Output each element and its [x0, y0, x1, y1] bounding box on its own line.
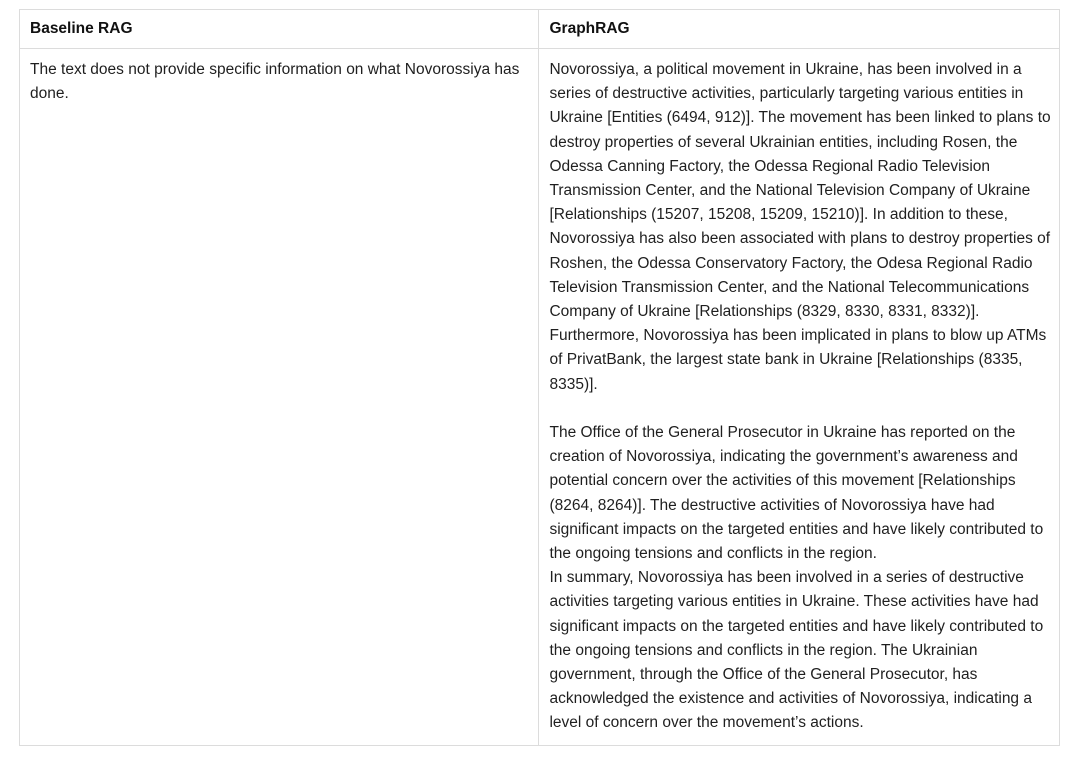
graphrag-paragraph-2: The Office of the General Prosecutor in Ukraine has reported on the creation of Novorossiya, indicating the government’s awareness and potential concern over the activities of this movement [Relationships (8264, 8264)]. The destructive activities of Novorossiya have had significant impacts on the targeted entities and have likely contributed to the ongoing tensions and conflicts in the region.	[549, 424, 1048, 563]
header-row	[20, 10, 1060, 49]
graphrag-answer-cell	[539, 49, 1060, 746]
baseline-answer-text: The text does not provide specific information on what Novorossiya has done.	[30, 61, 524, 103]
header-graphrag: GraphRAG	[539, 10, 1060, 49]
header-baseline-rag: Baseline RAG	[20, 10, 539, 49]
table-row	[20, 49, 1060, 746]
graphrag-paragraph-1: Novorossiya, a political movement in Ukraine, has been involved in a series of destructive activities, particularly targeting various entities in Ukraine [Entities (6494, 912)]. The movement has been linked to plans to destroy properties of several Ukrainian entities, including Rosen, the Odessa Canning Factory, the Odessa Regional Radio Television Transmission Center, and the National Television Company of Ukraine [Relationships (15207, 15208, 15209, 15210)]. In addition to these, Novorossiya has also been associated with plans to destroy properties of Roshen, the Odessa Conservatory Factory, the Odesa Regional Radio Television Transmission Center, and the National Telecommunications Company of Ukraine [Relationships (8329, 8330, 8331, 8332)]. Furthermore, Novorossiya has been implicated in plans to blow up ATMs of PrivatBank, the largest state bank in Ukraine [Relationships (8335, 8335)].	[549, 61, 1055, 393]
paragraph-spacer	[549, 397, 1051, 421]
comparison-table	[19, 9, 1060, 746]
baseline-answer-cell	[20, 49, 539, 746]
graphrag-paragraph-3: In summary, Novorossiya has been involved in a series of destructive activities targeting various entities in Ukraine. These activities have had significant impacts on the targeted entities and have likely contributed to the ongoing tensions and conflicts in the region. The Ukrainian government, through the Office of the General Prosecutor, has acknowledged the existence and activities of Novorossiya, indicating a level of concern over the movement’s actions.	[549, 569, 1048, 732]
